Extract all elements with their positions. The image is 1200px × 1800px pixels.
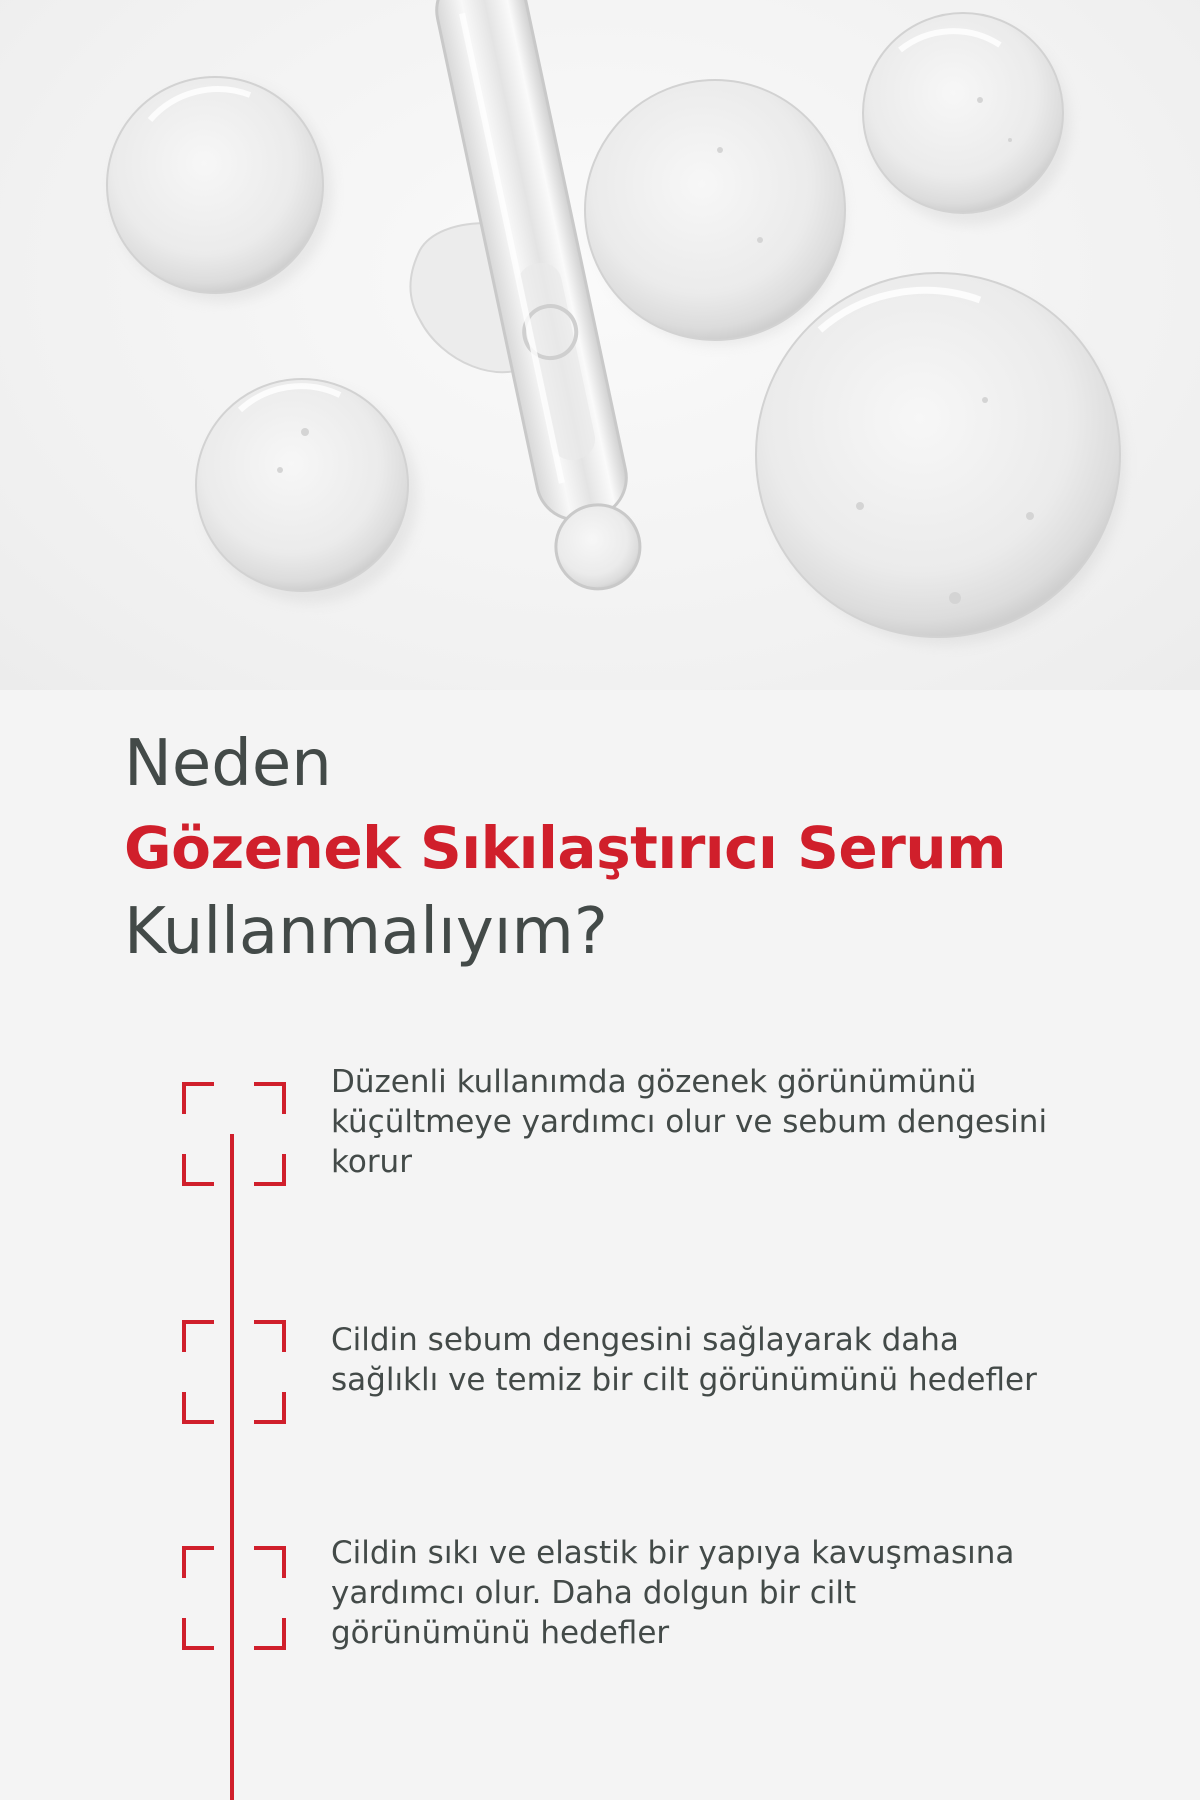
serum-droplets-illustration: [0, 0, 1200, 690]
heading-line-1: Neden: [124, 727, 332, 801]
bracket-corner: [254, 1154, 286, 1186]
bracket-corner: [254, 1392, 286, 1424]
bracket-corner: [182, 1618, 214, 1650]
bracket-corner: [182, 1320, 214, 1352]
bracket-corner: [182, 1392, 214, 1424]
hero-image: [0, 0, 1200, 690]
bracket-corner: [254, 1618, 286, 1650]
bracket-corner: [182, 1546, 214, 1578]
heading-line-3: Kullanmalıyım?: [124, 895, 608, 969]
feature-text: Düzenli kullanımda gözenek görünümünü küçültmeye yardımcı olur ve sebum dengesini korur: [331, 1064, 1048, 1180]
page-heading: [124, 722, 1124, 974]
bracket-corner: [254, 1546, 286, 1578]
bracket-corner: [182, 1154, 214, 1186]
bracket-corner: [254, 1320, 286, 1352]
feature-text: Cildin sebum dengesini sağlayarak daha sağlıklı ve temiz bir cilt görünümünü hedefler: [331, 1322, 1037, 1398]
timeline-line: [230, 1134, 234, 1800]
bracket-corner: [254, 1082, 286, 1114]
feature-text: Cildin sıkı ve elastik bir yapıya kavuşmasına yardımcı olur. Daha dolgun bir cilt görünümünü hedefler: [331, 1535, 1015, 1651]
bracket-corner: [182, 1082, 214, 1114]
heading-line-2-highlight: Gözenek Sıkılaştırıcı Serum: [124, 814, 1007, 882]
